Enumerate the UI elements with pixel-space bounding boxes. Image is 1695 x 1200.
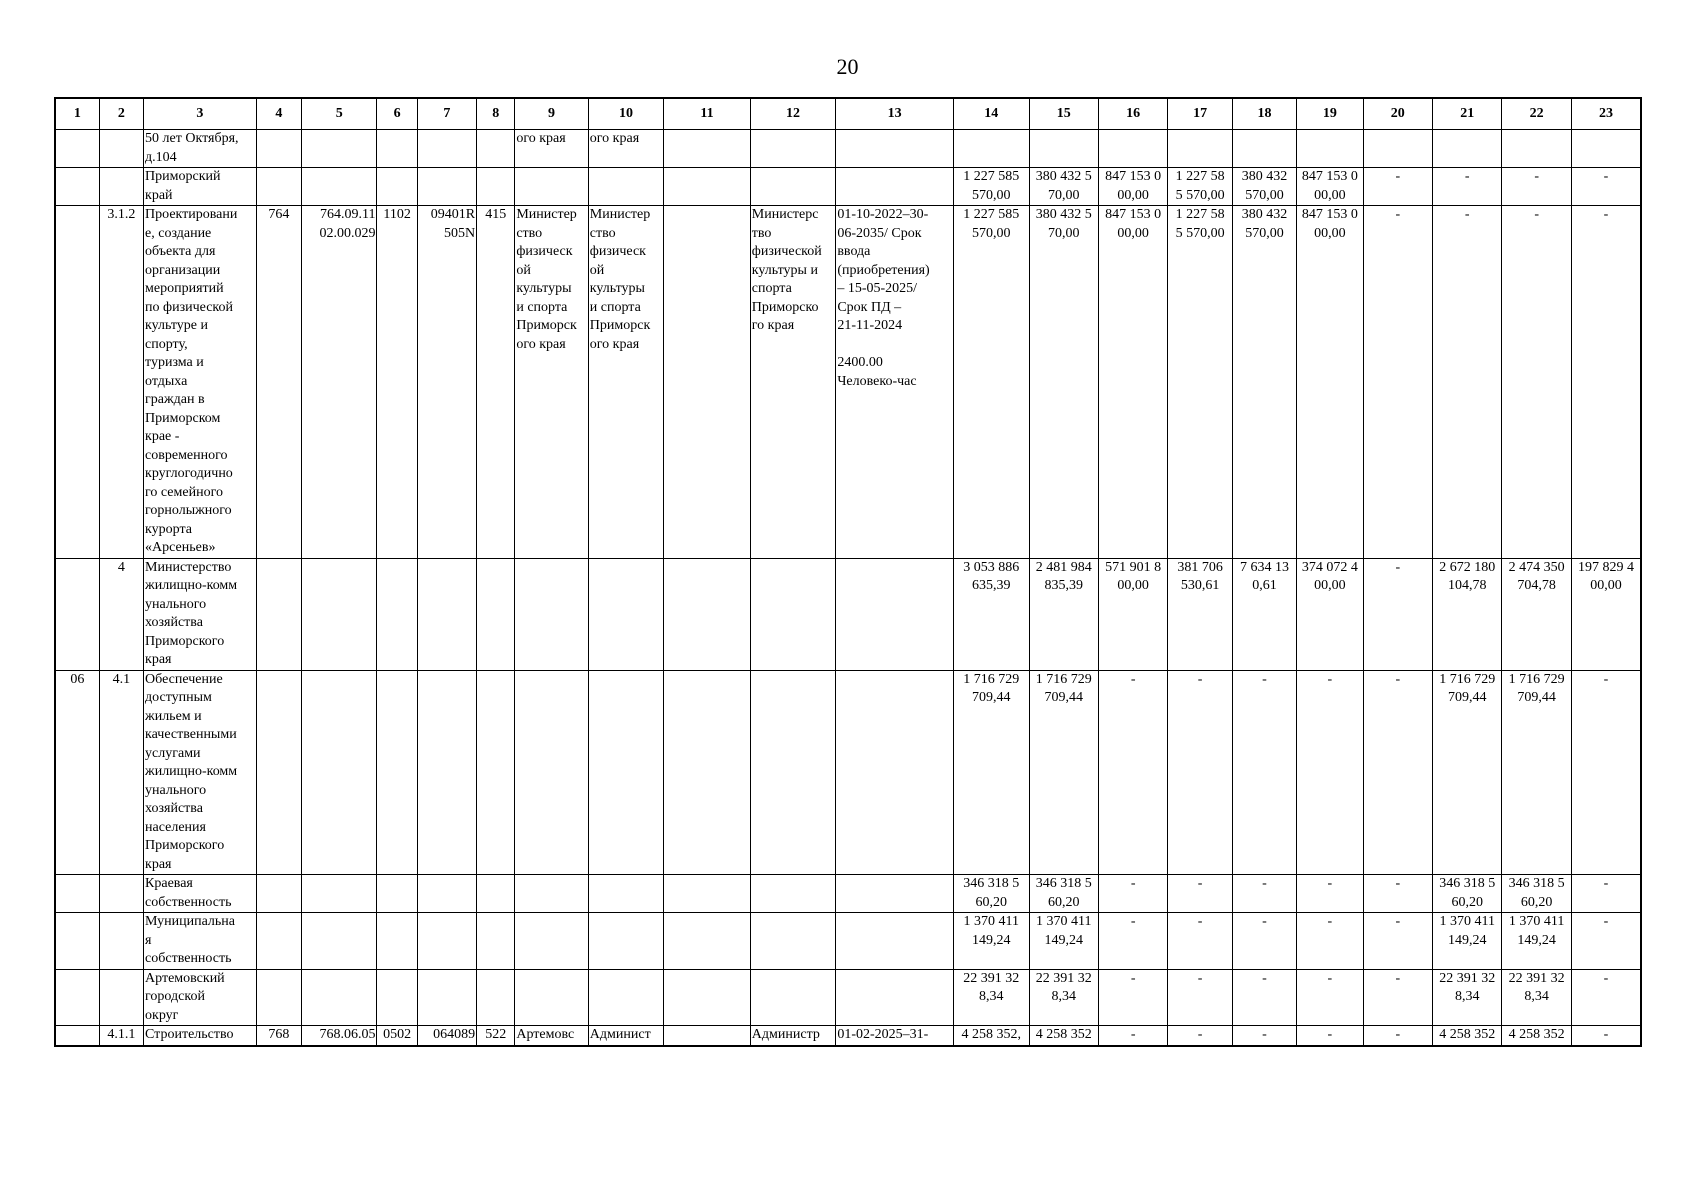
table-cell [750,670,836,875]
table-cell [664,558,751,670]
table-cell [664,168,751,206]
column-header-18: 18 [1232,98,1296,130]
table-cell [588,558,663,670]
table-cell: 847 153 0 00,00 [1098,206,1167,559]
table-cell [954,130,1029,168]
table-cell [477,670,515,875]
column-header-3: 3 [144,98,257,130]
table-cell [477,168,515,206]
table-cell [55,130,99,168]
table-cell: Артемовский городской округ [144,969,257,1026]
table-cell [836,875,954,913]
column-header-9: 9 [515,98,588,130]
table-cell [417,168,476,206]
table-cell: Приморский край [144,168,257,206]
table-row [55,168,1641,206]
table-row [55,969,1641,1026]
table-cell [836,130,954,168]
table-cell: 1 370 411 149,24 [1029,913,1098,970]
table-cell: 22 391 32 8,34 [1433,969,1502,1026]
table-cell [836,168,954,206]
column-header-2: 2 [99,98,143,130]
table-cell: - [1502,206,1571,559]
table-cell: 3 053 886 635,39 [954,558,1029,670]
table-cell [55,913,99,970]
column-header-6: 6 [377,98,417,130]
table-cell: - [1098,1026,1167,1046]
table-cell: 847 153 0 00,00 [1098,168,1167,206]
column-header-16: 16 [1098,98,1167,130]
table-cell [99,875,143,913]
table-cell [256,875,301,913]
table-row [55,1026,1641,1046]
table-cell: - [1232,670,1296,875]
table-cell: - [1571,913,1641,970]
table-cell [1168,130,1232,168]
table-cell [664,130,751,168]
table-cell [417,558,476,670]
table-cell [515,670,588,875]
table-cell [515,875,588,913]
table-cell [477,130,515,168]
table-cell: 01-02-2025–31- [836,1026,954,1046]
table-cell [302,130,377,168]
table-cell: 22 391 32 8,34 [1029,969,1098,1026]
table-cell: - [1363,206,1432,559]
table-cell: - [1098,969,1167,1026]
table-cell [588,670,663,875]
table-cell [750,558,836,670]
table-cell [99,969,143,1026]
table-cell: - [1363,913,1432,970]
column-header-8: 8 [477,98,515,130]
table-cell [302,969,377,1026]
table-cell [417,913,476,970]
table-cell: - [1297,969,1363,1026]
table-cell: - [1433,206,1502,559]
table-cell [477,558,515,670]
table-cell: 847 153 0 00,00 [1297,168,1363,206]
budget-table [54,97,1642,1047]
table-cell [515,913,588,970]
table-cell: Министер ство физическ ой культуры и спорта Приморск ого края [588,206,663,559]
table-cell [302,670,377,875]
table-cell [1098,130,1167,168]
table-cell: - [1363,969,1432,1026]
table-cell: 4 [99,558,143,670]
table-cell: Артемовс [515,1026,588,1046]
column-header-7: 7 [417,98,476,130]
table-cell: 1 716 729 709,44 [1502,670,1571,875]
column-header-23: 23 [1571,98,1641,130]
table-cell [302,168,377,206]
table-cell [99,130,143,168]
table-cell: - [1168,875,1232,913]
table-cell: ого края [515,130,588,168]
table-cell: - [1168,670,1232,875]
table-cell [302,913,377,970]
table-cell: 064089 [417,1026,476,1046]
table-cell: - [1571,168,1641,206]
table-cell [55,168,99,206]
table-cell: Строительство [144,1026,257,1046]
table-cell [664,1026,751,1046]
table-cell [377,670,417,875]
table-cell: 1 370 411 149,24 [1502,913,1571,970]
table-cell: 764.09.11 02.00.029 [302,206,377,559]
table-cell: ого края [588,130,663,168]
column-header-12: 12 [750,98,836,130]
table-cell [417,875,476,913]
table-cell [664,670,751,875]
table-cell [836,913,954,970]
table-cell [664,206,751,559]
table-cell: - [1363,1026,1432,1046]
table-row [55,875,1641,913]
table-cell: 522 [477,1026,515,1046]
table-cell: 0502 [377,1026,417,1046]
table-cell: 22 391 32 8,34 [1502,969,1571,1026]
column-header-17: 17 [1168,98,1232,130]
table-cell [750,913,836,970]
table-cell [377,558,417,670]
table-row [55,670,1641,875]
table-cell: - [1168,1026,1232,1046]
table-cell [417,969,476,1026]
table-cell [515,558,588,670]
table-cell: Муниципальна я собственность [144,913,257,970]
table-cell: 847 153 0 00,00 [1297,206,1363,559]
table-cell: 1 716 729 709,44 [954,670,1029,875]
table-cell: - [1232,913,1296,970]
table-cell: - [1363,875,1432,913]
table-cell [664,913,751,970]
table-cell: 374 072 4 00,00 [1297,558,1363,670]
table-cell: 1102 [377,206,417,559]
table-cell [417,130,476,168]
table-cell: 1 370 411 149,24 [954,913,1029,970]
table-cell: 1 716 729 709,44 [1029,670,1098,875]
column-header-19: 19 [1297,98,1363,130]
table-cell: 2 672 180 104,78 [1433,558,1502,670]
table-cell: - [1571,1026,1641,1046]
table-cell: 768 [256,1026,301,1046]
table-cell: - [1297,670,1363,875]
table-cell [302,558,377,670]
table-cell [377,969,417,1026]
table-cell [377,130,417,168]
table-cell: 4 258 352 [1029,1026,1098,1046]
table-cell: - [1168,913,1232,970]
table-cell: - [1363,168,1432,206]
table-cell: 768.06.05 [302,1026,377,1046]
table-cell [256,558,301,670]
table-cell: 415 [477,206,515,559]
table-cell: 2 474 350 704,78 [1502,558,1571,670]
table-cell: 1 370 411 149,24 [1433,913,1502,970]
column-header-4: 4 [256,98,301,130]
table-cell [55,875,99,913]
table-cell: - [1168,969,1232,1026]
table-cell [1433,130,1502,168]
table-cell: 346 318 5 60,20 [1502,875,1571,913]
table-cell [588,969,663,1026]
table-cell [417,670,476,875]
table-cell [55,206,99,559]
table-cell [302,875,377,913]
table-cell: 1 227 58 5 570,00 [1168,206,1232,559]
table-cell: 197 829 4 00,00 [1571,558,1641,670]
table-cell: - [1571,875,1641,913]
table-cell: 1 227 58 5 570,00 [1168,168,1232,206]
table-cell [99,913,143,970]
table-row [55,206,1641,559]
table-cell: Админист [588,1026,663,1046]
table-cell: 4 258 352, [954,1026,1029,1046]
table-cell: - [1363,670,1432,875]
table-cell: 01-10-2022–30- 06-2035/ Срок ввода (приобретения) – 15-05-2025/ Срок ПД – 21-11-2024 2400.00 Человеко-час [836,206,954,559]
table-cell [256,168,301,206]
table-cell: 1 227 585 570,00 [954,168,1029,206]
table-cell: - [1502,168,1571,206]
table-cell: - [1098,875,1167,913]
table-cell [1363,130,1432,168]
column-header-11: 11 [664,98,751,130]
table-cell: - [1571,969,1641,1026]
table-cell: - [1297,913,1363,970]
column-header-1: 1 [55,98,99,130]
table-cell: 571 901 8 00,00 [1098,558,1167,670]
table-cell: Министер ство физическ ой культуры и спорта Приморск ого края [515,206,588,559]
table-cell: Министерство жилищно-комм унального хозяйства Приморского края [144,558,257,670]
column-header-14: 14 [954,98,1029,130]
table-cell: 1 227 585 570,00 [954,206,1029,559]
table-cell: Краевая собственность [144,875,257,913]
table-cell [256,130,301,168]
table-cell: 380 432 5 70,00 [1029,206,1098,559]
table-cell [477,875,515,913]
table-cell [1232,130,1296,168]
table-row [55,130,1641,168]
table-cell: Администр [750,1026,836,1046]
table-cell: 50 лет Октября, д.104 [144,130,257,168]
table-cell: 06 [55,670,99,875]
table-cell [750,875,836,913]
column-header-20: 20 [1363,98,1432,130]
table-cell: 4 258 352 [1433,1026,1502,1046]
table-cell: - [1571,670,1641,875]
table-cell: 3.1.2 [99,206,143,559]
column-header-5: 5 [302,98,377,130]
table-cell: 346 318 5 60,20 [1029,875,1098,913]
table-cell: 22 391 32 8,34 [954,969,1029,1026]
table-cell: 380 432 570,00 [1232,168,1296,206]
table-cell [836,969,954,1026]
table-cell [836,670,954,875]
table-cell [377,913,417,970]
table-cell: 4.1 [99,670,143,875]
table-cell: Министерс тво физической культуры и спорта Приморско го края [750,206,836,559]
table-body [55,130,1641,1046]
table-cell: 2 481 984 835,39 [1029,558,1098,670]
table-header-row [55,98,1641,130]
table-cell [664,875,751,913]
table-cell [1029,130,1098,168]
page-number: 20 [836,54,859,79]
table-cell: 381 706 530,61 [1168,558,1232,670]
table-cell: - [1571,206,1641,559]
table-cell [750,130,836,168]
table-cell [55,1026,99,1046]
table-cell: - [1297,1026,1363,1046]
table-row [55,558,1641,670]
table-cell [55,969,99,1026]
table-cell [55,558,99,670]
table-cell [256,913,301,970]
table-cell [1571,130,1641,168]
table-cell [588,875,663,913]
table-cell [377,168,417,206]
table-cell [750,969,836,1026]
table-cell: 1 716 729 709,44 [1433,670,1502,875]
table-cell [256,969,301,1026]
table-cell [256,670,301,875]
table-cell: 346 318 5 60,20 [1433,875,1502,913]
table-cell [750,168,836,206]
table-cell [664,969,751,1026]
table-cell [477,913,515,970]
table-cell: - [1098,913,1167,970]
table-cell [1297,130,1363,168]
table-cell: 7 634 13 0,61 [1232,558,1296,670]
table-cell: - [1232,1026,1296,1046]
table-cell: Проектировани е, создание объекта для организации мероприятий по физической культуре и спорту, туризма и отдыха граждан в Приморском крае - современного круглогодично го семейного горнолыжного курорта «Арсеньев» [144,206,257,559]
table-cell: 09401R 505N [417,206,476,559]
table-cell: - [1232,969,1296,1026]
table-cell [515,168,588,206]
table-cell [588,913,663,970]
column-header-21: 21 [1433,98,1502,130]
table-cell: - [1297,875,1363,913]
table-cell: 4 258 352 [1502,1026,1571,1046]
table-cell [477,969,515,1026]
column-header-15: 15 [1029,98,1098,130]
table-cell: 764 [256,206,301,559]
table-cell [99,168,143,206]
table-cell: - [1433,168,1502,206]
table-cell [515,969,588,1026]
table-cell: - [1098,670,1167,875]
table-cell: 346 318 5 60,20 [954,875,1029,913]
table-cell: 380 432 570,00 [1232,206,1296,559]
column-header-13: 13 [836,98,954,130]
column-header-10: 10 [588,98,663,130]
table-cell: - [1232,875,1296,913]
table-cell [836,558,954,670]
column-header-22: 22 [1502,98,1571,130]
table-row [55,913,1641,970]
table-cell [377,875,417,913]
table-cell: 4.1.1 [99,1026,143,1046]
table-cell: 380 432 5 70,00 [1029,168,1098,206]
table-cell: - [1363,558,1432,670]
table-cell: Обеспечение доступным жильем и качественными услугами жилищно-комм унального хозяйства населения Приморского края [144,670,257,875]
table-cell [1502,130,1571,168]
table-cell [588,168,663,206]
